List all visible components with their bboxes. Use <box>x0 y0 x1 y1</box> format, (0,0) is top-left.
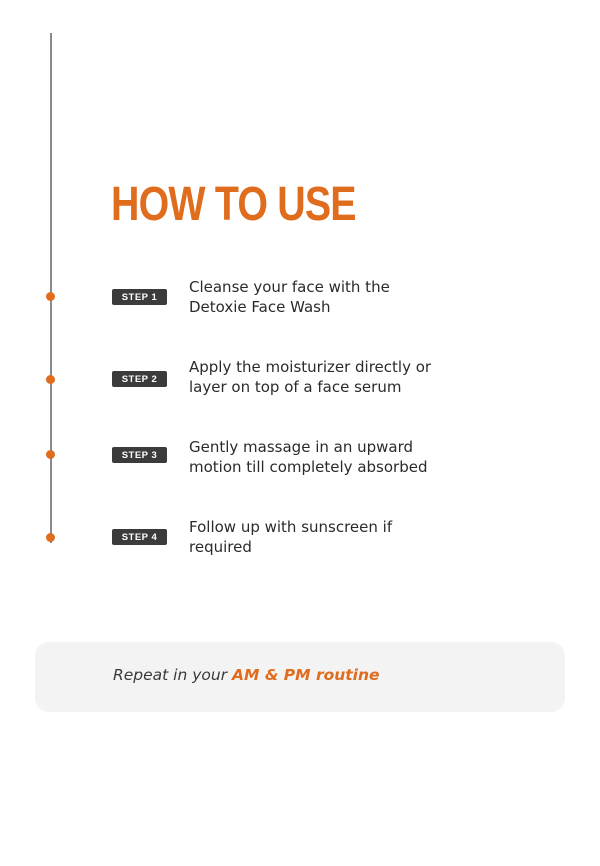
step-badge-3: STEP 3 <box>112 447 167 463</box>
step-text-2: Apply the moisturizer directly or layer on top of a face serum <box>189 358 432 396</box>
routine-text <box>113 666 380 684</box>
routine-highlight: AM & PM routine <box>232 666 380 684</box>
timeline-dot-step-1 <box>46 292 55 301</box>
page-title: HOW TO USE <box>111 178 356 231</box>
step-text-4: Follow up with sunscreen if required <box>189 518 393 556</box>
step-text-3: Gently massage in an upward motion till completely absorbed <box>189 438 428 476</box>
timeline-line <box>50 33 52 543</box>
routine-banner <box>35 642 565 712</box>
timeline-dot-step-3 <box>46 450 55 459</box>
timeline-dot-step-4 <box>46 533 55 542</box>
routine-prefix: Repeat in your <box>113 666 233 684</box>
step-badge-4: STEP 4 <box>112 529 167 545</box>
timeline-dot-step-2 <box>46 375 55 384</box>
step-badge-2: STEP 2 <box>112 371 167 387</box>
step-badge-1: STEP 1 <box>112 289 167 305</box>
step-text-1: Cleanse your face with the Detoxie Face Wash <box>189 278 390 316</box>
